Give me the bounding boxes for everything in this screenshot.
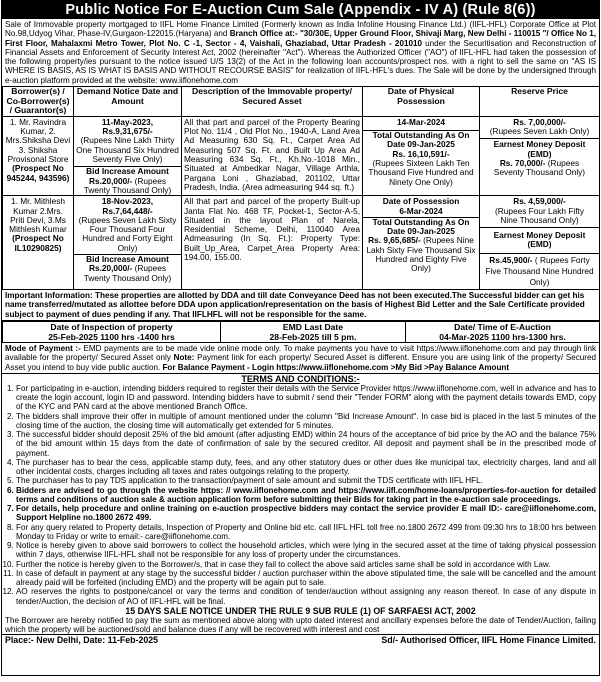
signatory: Sd/- Authorised Officer, IIFL Home Finance Limited. [381, 635, 596, 646]
header-demand: Demand Notice Date and Amount [74, 87, 182, 117]
balance-payment: For Balance Payment - Login https://www.iiflonehome.com >My Bid >Pay Balance Amount [162, 362, 510, 372]
reserve-words: (Rupees Seven Lakh Only) [489, 126, 590, 137]
emd-words: (Rupees Seventy Thousand Only) [493, 158, 586, 178]
emd-label: Earnest Money Deposit (EMD) [480, 227, 599, 253]
mode-label: Mode of Payment :- [5, 343, 81, 353]
bid-increase-words: (Rupees Twenty Thousand Only) [83, 263, 172, 283]
term-item: 2. The bidders shall improve their offer in multiple of amount mentioned under the column "Bid Increase Amount". In case bid is placed in the last 5 minutes of the closing time of the auction, the closing time will automatically get extended for 5 minutes. [16, 412, 596, 431]
inspection-date [3, 321, 221, 342]
notice-footer [2, 634, 599, 646]
auction-date [406, 321, 600, 342]
demand-words: (Rupees Nine Lakh Thirty One Thousand Six Hundred Seventy Five Only) [76, 135, 179, 165]
term-item: 1. For participating in e-auction, intending bidders required to register their details with the Service Provider https://www.iiflonehome.com, well in advance and has to create the login account, login ID and password. Intending bidders have to submit / send their "Tender FORM" along with the payment details towards EMD, copy of the KYC and PAN card at the above mentioned Branch Office. [16, 384, 596, 412]
property-table [2, 86, 600, 290]
possession-cell [363, 196, 480, 289]
description-cell: All that part and parcel of the property Built-up Janta Flat No. 468 TF, Pocket-1, Sector-A-5, Situated in the layout Plan of Narela, Residential Scheme, Delhi, 110040 Area Admeasuring (In Sq. Ft.): Property Type: Built_Up_Area, Carpet_Area Property Area: 194.00, 155.00. [182, 196, 363, 289]
emd-last-date [221, 321, 406, 342]
description-cell: All that part and parcel of the Property Bearing Plot No. 11/4 , Old Plot No., 1940-A, Land Area Ad Measuring 630 Sq. Ft., Carpet Area Ad Measuring 507 Sq. Ft. and Built Up Area Ad Measuring 634 Sq. Ft., Kh.No.-1018 Min., Situated at Ambedkar Nagar, Village Arthla, Pargana Loni , Ghaziabad, 201102, Uttar Pradesh, India. (Area admeasuring 944 sq. ft.) [182, 116, 363, 195]
sarfaesi-heading: 15 DAYS SALE NOTICE UNDER THE RULE 9 SUB RULE (1) OF SARFAESI ACT, 2002 [125, 605, 476, 616]
intro-text-1: Sale of Immovable property mortgaged to IIFL Home Finance Limited (Formerly known as India Infoline Housing Finance Ltd.) (IIFL-HFL) Corporate Office at Plot No.98,Udyog Vihar, Phase-IV,Gurgaon-122015.(Haryana) and [5, 20, 596, 39]
mode-of-payment [2, 343, 599, 374]
header-reserve: Reserve Price [480, 87, 600, 117]
demand-date-amount: 18-Nov-2023, Rs.7,64,448/- [101, 196, 154, 216]
demand-date-amount: 11-May-2023, Rs.9,31,675/- [101, 116, 154, 137]
possession-date: 14-Mar-2024 [363, 117, 479, 131]
emd-last-date-value: 28-Feb-2025 till 5 pm. [269, 331, 357, 342]
outstanding-words: (Rupees Nine Lakh Sixty Five Thousand Six Hundred and Eighty Five Only) [366, 235, 476, 274]
bid-increase-amount: Rs.20,000/- [88, 175, 133, 186]
outstanding-amount: Rs. 9,65,685/- [368, 235, 421, 246]
possession-cell [363, 116, 480, 195]
outstanding-label: Total Outstanding As On Date 09-Jan-2025 [372, 216, 470, 237]
possession-label: Date of Possession [382, 196, 460, 207]
header-borrower: Borrower(s) / Co-Borrower(s) / Guarantor(s) [3, 87, 74, 117]
term-item: 11. In case of default in payment at any stage by the successful bidder / auction purchaser within the above stipulated time, the sale will be cancelled and the amount already paid will be forfeited (including EMD) and the property will be again put to sale. [16, 569, 596, 588]
borrower-cell [3, 116, 74, 195]
reserve-words: (Rupees Four Lakh Fifty Nine Thousand Only) [495, 205, 584, 225]
auction-date-label: Date/ Time of E-Auction [454, 321, 551, 332]
emd-last-date-label: EMD Last Date [282, 321, 344, 332]
borrower-cell [3, 196, 74, 289]
auction-date-value: 04-Mar-2025 1100 hrs-1300 hrs. [439, 331, 566, 342]
table-header-row [3, 87, 600, 117]
branch-office: Branch Office at:- "30/30E, Upper Ground Floor, Shivaji Marg, New Delhi - 110015 "/ Office No 1, First Floor, Mahalaxmi Metro Tower, Plot No. C -1, Sector - 4, Vaishali, Ghaziabad, Uttar Pradesh - 201010 [5, 29, 596, 48]
inspection-label: Date of Inspection of property [50, 321, 173, 332]
emd-amount: Rs.45,900/- [489, 254, 533, 265]
emd-label: Earnest Money Deposit (EMD) [480, 138, 599, 159]
reserve-cell [480, 116, 600, 195]
header-description: Description of the Immovable property/ Secured Asset [182, 87, 363, 117]
prospect-no: (Prospect No IL10290825) [12, 233, 64, 253]
term-item: 12. AO reserves the rights to postpone/cancel or vary the terms and condition of tender/auction without assigning any reason thereof. In case of any dispute in tender/Auction, the decision of AO of IIFL-HFL will be final. [16, 587, 596, 606]
outstanding-amount: Rs. 16,10,591/- [392, 148, 450, 159]
bid-increase-label: Bid Increase Amount [74, 254, 181, 264]
notice-page [1, 0, 600, 676]
demand-words: (Rupees Seven Lakh Sixty Four Thousand Four Hundred and Forty Eight Only) [78, 214, 177, 253]
possession-date: 6-Mar-2024 [363, 207, 479, 218]
table-row [3, 196, 600, 289]
auction-dates-table [2, 321, 600, 343]
prospect-no: (Prospect No 945244, 943596) [6, 163, 70, 183]
term-item: 9. Notice is hereby given to above said borrowers to collect the household articles, which were lying in the secured asset at the time of taking physical possession within 7 days, otherwise IIFL-HFL shall not be responsible for any loss of property under the circumstances. [16, 541, 596, 560]
borrower-names: 1. Mr. Mithlesh Kumar 2.Mrs. Priti Devi, 3.Ms Mithlesh Kumar [9, 196, 67, 235]
bid-increase-amount: Rs.20,000/- [88, 263, 133, 274]
demand-cell [74, 116, 182, 195]
reserve-cell [480, 196, 600, 289]
reserve-price: Rs. 4,59,000/- [513, 196, 566, 207]
note-label: Note: [173, 353, 195, 363]
emd-amount: Rs. 70,000/- [499, 158, 546, 169]
important-information: Important Information: These properties are allotted by DDA and till date Conveyance Deed has not been executed.The Successful bidder can get his name transferred/mutated as allottee before DDA upon application/representation on the basis of Highest Bid Letter and the Sale Certificate provided subject to payment of dues pending if any. That IIFLHFL will not be responsible for the same. [2, 290, 599, 321]
term-item: 4. The purchaser has to bear the cess, applicable stamp duty, fees, and any other statutory dues or other dues like municipal tax, electricity charges, land and all other incidental costs, charges including all taxes and rates outgoings relating to the property. [16, 458, 596, 477]
term-item: 5. The purchaser has to pay TDS application to the transaction/payment of sale amount and submit the TDS certificate with IIFL HFL. [16, 476, 596, 485]
mode-text: EMD payments are to be made vide online mode only. To make payments you have to visit https://www.iiflonehome.com and pay through link available for the property/ Secured Asset only [5, 343, 596, 363]
terms-heading: TERMS AND CONDITIONS:- [241, 373, 360, 384]
bid-increase-words: (Rupees Twenty Thousand Only) [83, 175, 172, 195]
term-item: 7. For details, help procedure and online training on e-auction prospective bidders may contact the service provider E mail ID:- care@iiflonehome.com, Support Helpline no.1800 2672 499. [16, 504, 596, 523]
term-item: 8. For any query related to Property details, Inspection of Property and Online bid etc. call IIFL HFL toll free no.1800 2672 499 from 09:30 hrs to 18:00 hrs between Monday to Friday or write to email:- care@iiflonehome.com. [16, 523, 596, 542]
outstanding-words: (Rupees Sixteen Lakh Ten Thousand Five Hundred and Ninety One Only) [368, 158, 474, 187]
term-item: 3. The successful bidder should deposit 25% of the bid amount (after adjusting EMD) within 24 hours of the acceptance of bid price by the AO and the balance 75% of the bid amount within 15 days from the date of confirmation of sale by the secured creditor. All deposit and payment shall be in the prescribed mode of payment. [16, 430, 596, 458]
reserve-price: Rs. 7,00,000/- [513, 116, 566, 127]
notice-title: Public Notice For E-Auction Cum Sale (Appendix - IV A) (Rule 8(6)) [2, 1, 599, 19]
header-possession: Date of Physical Possession [363, 87, 480, 117]
note-text: Payment link for each property/ Secured Asset is different. Ensure you are using link of the property/ Secured Asset you intend to buy vide public auction. [5, 353, 596, 372]
borrower-names: 1. Mr. Ravindra Kumar, 2. Mrs.Shiksha Devi 3. Shiksha Provisonal Store [5, 116, 71, 165]
intro-text-2: under the Securitisation and Reconstruction of Financial Assets and Enforcement of Security Interest Act, 2002 (hereinafter "Act"). Whereas the Authorized Officer ("AO") of IIFL-HFL had taken the possession of the following property/ies pursuant to the notice issued U/S 13(2) of the Act in the following loan accounts/prospect nos. with a right to sell the same on "AS IS WHERE IS BASIS, AS IS WHAT IS BASIS AND WITHOUT RECOURSE BASIS" for realization of IIFL-HFL's dues. The Sale will be done by the undersigned through e-auction platform provided at the website: www.iiflonehome.com [5, 38, 596, 85]
place-date: Place:- New Delhi, Date: 11-Feb-2025 [5, 635, 159, 646]
bid-increase-label: Bid Increase Amount [74, 166, 181, 176]
sarfaesi-text: The Borrower are hereby notified to pay the sum as mentioned above along with upto dated interest and ancillary expenses before the date of Tender/Auction, failing which the property will be auctioned/sold and balance dues if any will be recovered with interest and cost [5, 615, 596, 635]
terms-list [2, 384, 599, 606]
table-row [3, 116, 600, 195]
emd-words: ( Rupees Forty Five Thousand Nine Hundred Only) [485, 254, 594, 287]
demand-cell [74, 196, 182, 289]
inspection-value: 25-Feb-2025 1100 hrs -1400 hrs [48, 331, 175, 342]
outstanding-label: Total Outstanding As On Date 09-Jan-2025 [372, 130, 470, 150]
term-item: 10. Further the notice is hereby given to the Borrower/s, that in case they fail to collect the above said articles same shall be sold in accordance with Law. [16, 560, 596, 569]
term-item: 6. Bidders are advised to go through the website https: // www.iiflonehome.com and https://www.iifl.com/home-loans/properties-for-auction for detailed terms and conditions of auction sale & auction application form before submitting their Bids for taking part in the e-auction sale proceedings. [16, 486, 596, 505]
intro-paragraph [2, 19, 599, 86]
